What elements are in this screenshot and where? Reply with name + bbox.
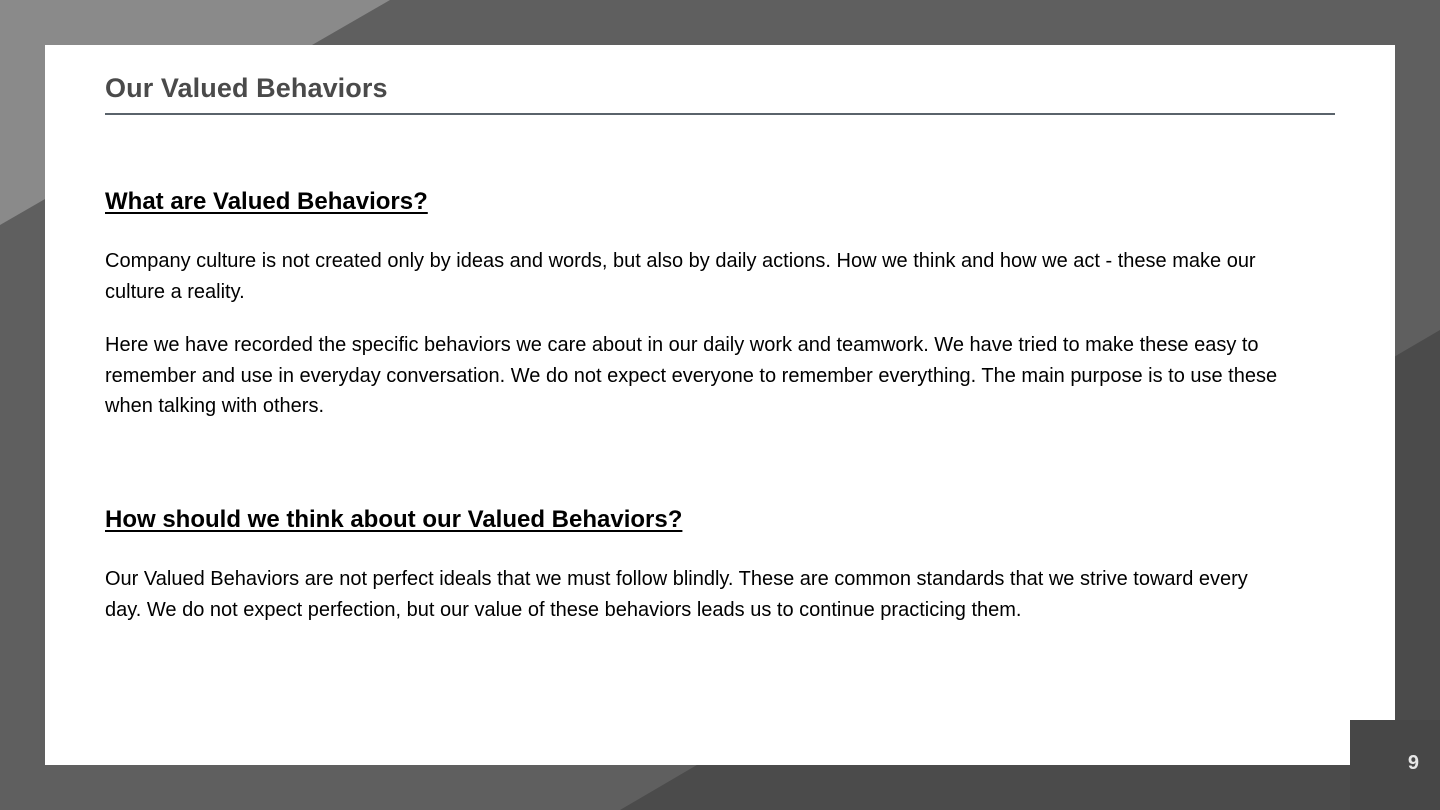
page-number-tab — [1350, 720, 1440, 810]
page-number: 9 — [1407, 752, 1419, 774]
paragraph-common-standards: Our Valued Behaviors are not perfect ideals that we must follow blindly. These are common standards that we strive toward every day. We do not expect perfection, but our value of these behaviors leads us to continue practicing them. — [105, 568, 1248, 621]
title-underline-rule — [105, 113, 1335, 115]
section-heading-how-to-think: How should we think about our Valued Behaviors? — [105, 506, 683, 533]
paragraph-culture-actions: Company culture is not created only by ideas and words, but also by daily actions. How we think and how we act - these make our culture a reality. — [105, 250, 1256, 303]
section-heading-what-are: What are Valued Behaviors? — [105, 188, 428, 215]
paragraph-recorded-behaviors: Here we have recorded the specific behaviors we care about in our daily work and teamwork. We have tried to make these easy to remember and use in everyday conversation. We do not expect everyone to remember everything. The main purpose is to use these when talking with others. — [105, 334, 1278, 417]
slide-title: Our Valued Behaviors — [105, 73, 388, 103]
slide-content-card — [45, 45, 1395, 765]
